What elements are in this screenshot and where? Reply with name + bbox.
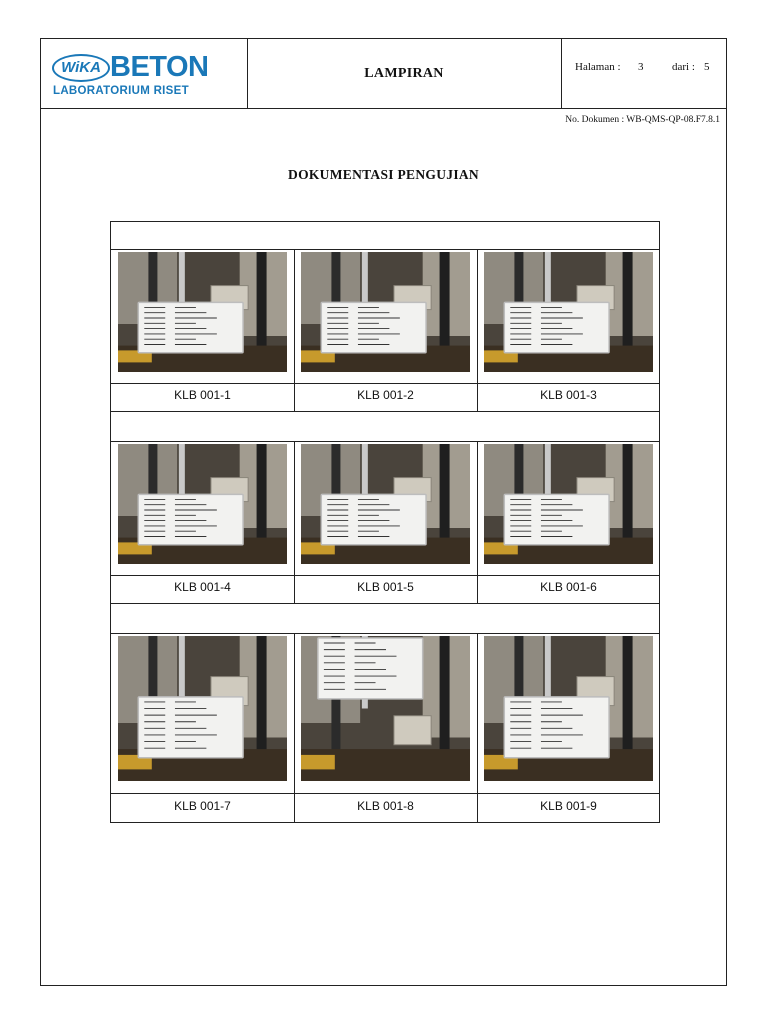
photo-caption: KLB 001-2 — [357, 388, 414, 402]
logo-wika-text: WiKA — [52, 54, 110, 82]
photo-image — [301, 252, 470, 372]
page-of-label: dari : — [672, 61, 695, 73]
test-photo — [484, 636, 653, 781]
table-rule — [111, 575, 659, 576]
table-rule — [111, 383, 659, 384]
photo-image — [484, 636, 653, 781]
test-photo — [118, 636, 287, 781]
test-photo — [301, 636, 470, 781]
photo-caption: KLB 001-1 — [174, 388, 231, 402]
logo-beton-text: BETON — [110, 51, 209, 83]
wika-beton-logo — [52, 51, 209, 100]
photo-image — [484, 444, 653, 564]
document-frame — [40, 38, 727, 986]
photo-image — [301, 444, 470, 564]
document-number: No. Dokumen : WB-QMS-QP-08.F7.8.1 — [565, 115, 720, 125]
table-rule — [111, 603, 659, 604]
test-photo — [484, 444, 653, 564]
photo-image — [301, 636, 470, 781]
photo-documentation-table — [110, 221, 660, 823]
photo-caption: KLB 001-6 — [540, 580, 597, 594]
test-photo — [118, 252, 287, 372]
test-photo — [301, 444, 470, 564]
table-rule — [111, 411, 659, 412]
table-rule — [477, 249, 478, 411]
page-number: 3 — [638, 61, 644, 73]
logo-cell — [41, 39, 248, 108]
photo-caption: KLB 001-9 — [540, 799, 597, 813]
table-rule — [111, 633, 659, 634]
table-rule — [294, 633, 295, 822]
photo-caption: KLB 001-7 — [174, 799, 231, 813]
title-cell — [247, 39, 562, 108]
page-label: Halaman : — [575, 61, 621, 73]
test-photo — [118, 444, 287, 564]
table-rule — [111, 441, 659, 442]
photo-caption: KLB 001-3 — [540, 388, 597, 402]
section-title: DOKUMENTASI PENGUJIAN — [288, 167, 479, 182]
test-photo — [484, 252, 653, 372]
table-rule — [111, 249, 659, 250]
photo-image — [118, 252, 287, 372]
table-rule — [477, 441, 478, 603]
page-info-cell — [561, 39, 726, 108]
photo-image — [118, 636, 287, 781]
photo-image — [118, 444, 287, 564]
table-rule — [294, 441, 295, 603]
photo-image — [484, 252, 653, 372]
table-rule — [111, 793, 659, 794]
photo-caption: KLB 001-4 — [174, 580, 231, 594]
test-photo — [301, 252, 470, 372]
photo-caption: KLB 001-5 — [357, 580, 414, 594]
logo-subtitle: LABORATORIUM RISET — [53, 85, 189, 97]
page-total: 5 — [704, 61, 710, 73]
document-title: LAMPIRAN — [364, 65, 444, 81]
photo-caption: KLB 001-8 — [357, 799, 414, 813]
table-rule — [294, 249, 295, 411]
document-header — [41, 39, 726, 109]
table-rule — [477, 633, 478, 822]
